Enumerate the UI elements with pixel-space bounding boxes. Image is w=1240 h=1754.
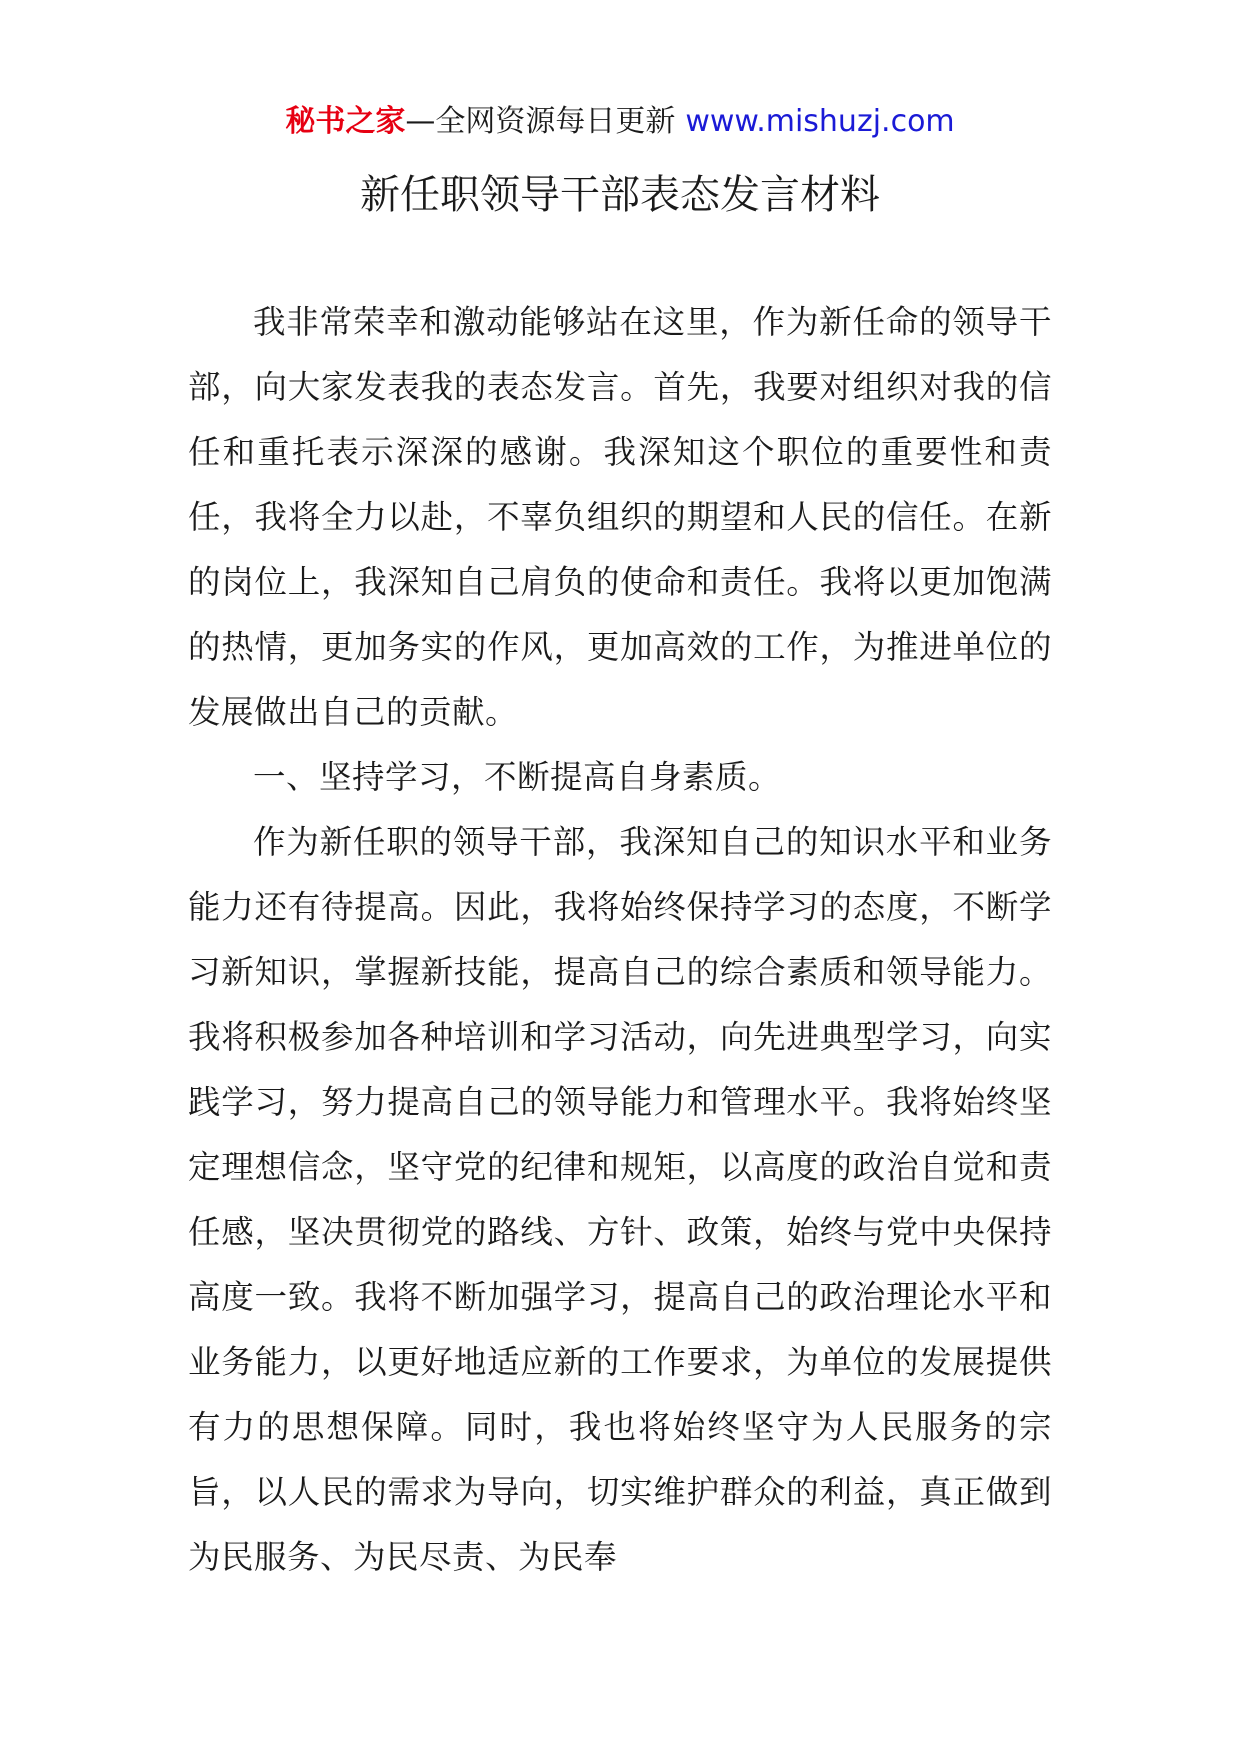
site-url-link[interactable]: www.mishuzj.com	[685, 104, 955, 139]
paragraph-section-1: 作为新任职的领导干部，我深知自己的知识水平和业务能力还有待提高。因此，我将始终保持学习的态度，不断学习新知识，掌握新技能，提高自己的综合素质和领导能力。我将积极参加各种培训和学习活动，向先进典型学习，向实践学习，努力提高自己的领导能力和管理水平。我将始终坚定理想信念，坚守党的纪律和规矩，以高度的政治自觉和责任感，坚决贯彻党的路线、方针、政策，始终与党中央保持高度一致。我将不断加强学习，提高自己的政治理论水平和业务能力，以更好地适应新的工作要求，为单位的发展提供有力的思想保障。同时，我也将始终坚守为人民服务的宗旨，以人民的需求为导向，切实维护群众的利益，真正做到为民服务、为民尽责、为民奉	[188, 823, 1052, 1576]
paragraph-intro: 我非常荣幸和激动能够站在这里，作为新任命的领导干部，向大家发表我的表态发言。首先，我要对组织对我的信任和重托表示深深的感谢。我深知这个职位的重要性和责任，我将全力以赴，不辜负组织的期望和人民的信任。在新的岗位上，我深知自己肩负的使命和责任。我将以更加饱满的热情，更加务实的作风，更加高效的工作，为推进单位的发展做出自己的贡献。	[188, 303, 1052, 731]
document-body	[188, 290, 1052, 1590]
brand-name: 秘书之家	[285, 104, 406, 139]
watermark-header	[0, 102, 1240, 142]
document-title: 新任职领导干部表态发言材料	[360, 172, 880, 218]
section-heading-1: 一、坚持学习，不断提高自身素质。	[253, 758, 782, 796]
brand-slogan: —全网资源每日更新	[405, 104, 676, 139]
